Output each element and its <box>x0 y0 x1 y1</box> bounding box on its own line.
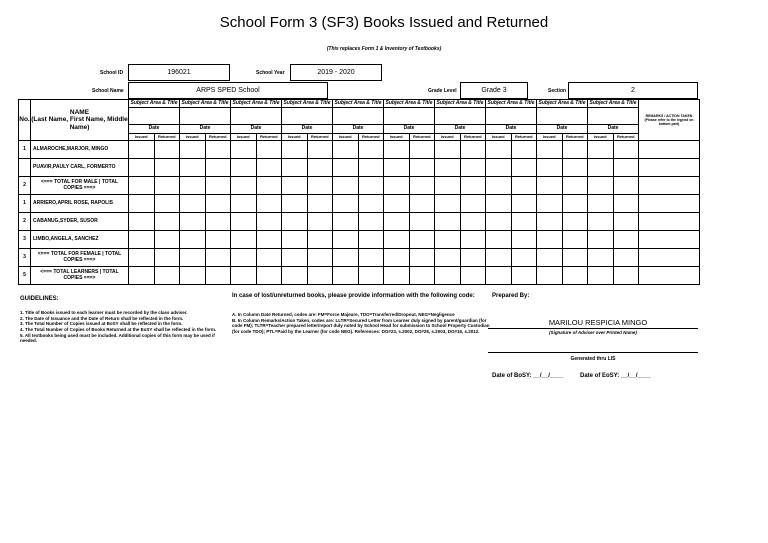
form-subtitle: (This replaces Form 1 & Inventory of Textbooks) <box>326 46 442 52</box>
guideline-item: 5. All textbooks being used must be included. Additional copies of this form may be used if needed. <box>20 332 215 344</box>
remarks-cell <box>639 249 700 267</box>
book-cell <box>409 267 435 285</box>
grade-level-label: Grade Level <box>428 88 457 94</box>
no-column-header: No. <box>19 100 31 141</box>
grade-level-field: Grade 3 <box>460 82 528 99</box>
book-cell <box>460 177 486 195</box>
book-cell <box>154 195 180 213</box>
learner-name: LIMBO,ANGELA, SANCHEZ <box>31 231 129 249</box>
book-cell <box>435 159 461 177</box>
row-number: 2 <box>19 213 31 231</box>
book-cell <box>180 231 206 249</box>
generated-line <box>488 352 698 353</box>
returned-header: Returned <box>154 134 180 141</box>
book-cell <box>154 267 180 285</box>
book-cell <box>282 213 308 231</box>
book-cell <box>588 249 614 267</box>
book-cell <box>588 141 614 159</box>
date-header: Date <box>282 125 333 134</box>
subject-title-cell <box>129 108 180 125</box>
learner-name: CABANUG,SYDER, SUSOR <box>31 213 129 231</box>
book-cell <box>358 249 384 267</box>
book-cell <box>613 177 639 195</box>
name-column-header: NAME (Last Name, First Name, Middle Name) <box>31 100 129 141</box>
book-cell <box>358 267 384 285</box>
book-cell <box>435 231 461 249</box>
book-cell <box>537 267 563 285</box>
book-cell <box>562 231 588 249</box>
book-cell <box>384 177 410 195</box>
date-header: Date <box>384 125 435 134</box>
book-cell <box>256 195 282 213</box>
book-cell <box>384 249 410 267</box>
book-cell <box>129 141 155 159</box>
book-cell <box>358 159 384 177</box>
returned-header: Returned <box>562 134 588 141</box>
signature-caption: (Signature of Adviser over Printed Name) <box>549 330 637 335</box>
returned-header: Returned <box>205 134 231 141</box>
row-number <box>19 159 31 177</box>
issued-header: Issued <box>231 134 257 141</box>
learner-row <box>19 231 700 249</box>
book-cell <box>129 177 155 195</box>
book-cell <box>409 249 435 267</box>
book-cell <box>409 231 435 249</box>
book-cell <box>562 177 588 195</box>
book-cell <box>282 267 308 285</box>
book-cell <box>307 267 333 285</box>
book-cell <box>384 195 410 213</box>
generated-label: Generated thru LIS <box>570 356 616 362</box>
book-cell <box>511 159 537 177</box>
book-cell <box>129 267 155 285</box>
section-field: 2 <box>568 82 698 99</box>
guidelines-title: GUIDELINES: <box>20 296 59 302</box>
book-cell <box>129 195 155 213</box>
returned-header: Returned <box>256 134 282 141</box>
learner-row <box>19 213 700 231</box>
book-cell <box>205 249 231 267</box>
book-cell <box>205 177 231 195</box>
book-cell <box>384 213 410 231</box>
section-label: Section <box>548 88 567 94</box>
subject-area-header: Subject Area & Title <box>282 100 333 108</box>
book-cell <box>231 267 257 285</box>
book-cell <box>460 231 486 249</box>
date-header: Date <box>588 125 639 134</box>
book-cell <box>460 213 486 231</box>
book-cell <box>486 159 512 177</box>
book-cell <box>129 213 155 231</box>
school-year-field: 2019 - 2020 <box>290 64 382 81</box>
remarks-cell <box>639 177 700 195</box>
guidelines-list <box>20 310 228 344</box>
book-cell <box>180 267 206 285</box>
books-table <box>18 99 700 285</box>
book-cell <box>384 231 410 249</box>
school-name-field: ARPS SPED School <box>128 82 328 99</box>
book-cell <box>435 141 461 159</box>
book-cell <box>486 141 512 159</box>
book-cell <box>180 195 206 213</box>
school-name-label: School Name <box>92 88 124 94</box>
book-cell <box>511 231 537 249</box>
book-cell <box>588 195 614 213</box>
total-label: <=== TOTAL LEARNERS | TOTAL COPIES ===> <box>31 267 129 285</box>
remarks-cell <box>639 141 700 159</box>
book-cell <box>282 249 308 267</box>
book-cell <box>486 231 512 249</box>
book-cell <box>588 267 614 285</box>
learner-name: ALMAROCHE,MARJOR, MINGO <box>31 141 129 159</box>
book-cell <box>460 249 486 267</box>
book-cell <box>460 141 486 159</box>
returned-header: Returned <box>409 134 435 141</box>
book-cell <box>384 267 410 285</box>
book-cell <box>154 231 180 249</box>
returned-header: Returned <box>358 134 384 141</box>
book-cell <box>486 213 512 231</box>
subject-area-header: Subject Area & Title <box>129 100 180 108</box>
learner-name: ARRIERO,APRIL ROSE, RAPOLIS <box>31 195 129 213</box>
book-cell <box>409 177 435 195</box>
subject-title-cell <box>180 108 231 125</box>
book-cell <box>231 195 257 213</box>
date-header: Date <box>231 125 282 134</box>
book-cell <box>486 195 512 213</box>
book-cell <box>180 249 206 267</box>
book-cell <box>613 159 639 177</box>
book-cell <box>180 159 206 177</box>
date-header: Date <box>537 125 588 134</box>
subject-title-cell <box>282 108 333 125</box>
lost-books-codes <box>232 312 494 335</box>
book-cell <box>307 231 333 249</box>
book-cell <box>537 159 563 177</box>
subject-title-cell <box>486 108 537 125</box>
subject-title-cell <box>384 108 435 125</box>
remarks-cell <box>639 267 700 285</box>
issued-header: Issued <box>180 134 206 141</box>
book-cell <box>333 141 359 159</box>
book-cell <box>537 195 563 213</box>
remarks-cell <box>639 231 700 249</box>
book-cell <box>562 159 588 177</box>
book-cell <box>588 177 614 195</box>
book-cell <box>256 159 282 177</box>
book-cell <box>460 267 486 285</box>
book-cell <box>358 213 384 231</box>
row-number: 1 <box>19 141 31 159</box>
book-cell <box>537 231 563 249</box>
book-cell <box>282 231 308 249</box>
book-cell <box>435 213 461 231</box>
book-cell <box>205 195 231 213</box>
book-cell <box>358 177 384 195</box>
book-cell <box>333 249 359 267</box>
date-eosy: Date of EoSY: __/__/____ <box>580 373 651 379</box>
book-cell <box>256 141 282 159</box>
book-cell <box>562 249 588 267</box>
adviser-name: MARILOU RESPICIA MINGO <box>548 318 648 327</box>
book-cell <box>613 141 639 159</box>
book-cell <box>409 213 435 231</box>
row-number: 1 <box>19 195 31 213</box>
school-id-field: 196021 <box>128 64 230 81</box>
issued-header: Issued <box>486 134 512 141</box>
total-label: <=== TOTAL FOR MALE | TOTAL COPIES ===> <box>31 177 129 195</box>
book-cell <box>307 177 333 195</box>
book-cell <box>562 267 588 285</box>
book-cell <box>307 159 333 177</box>
guideline-item: 2. The Date of Issuance and the Date of Return shall be reflected in the form. <box>20 315 184 321</box>
guideline-item: 4. The Total Number of Copies of Books Returned at the EoSY shall be reflected in the form. <box>20 326 217 332</box>
row-number: 3 <box>19 249 31 267</box>
book-cell <box>486 267 512 285</box>
book-cell <box>307 213 333 231</box>
book-cell <box>511 267 537 285</box>
book-cell <box>537 213 563 231</box>
returned-header: Returned <box>613 134 639 141</box>
learner-row <box>19 249 700 267</box>
remarks-column-header: REMARKS / ACTION TAKEN (Please refer to the legend on bottom part) <box>639 100 700 141</box>
book-cell <box>129 231 155 249</box>
book-cell <box>256 213 282 231</box>
book-cell <box>154 159 180 177</box>
date-header: Date <box>486 125 537 134</box>
book-cell <box>333 177 359 195</box>
book-cell <box>333 195 359 213</box>
book-cell <box>333 213 359 231</box>
guideline-item: 1. Title of Books issued to each learner must be recorded by the class adviser. <box>20 310 188 315</box>
book-cell <box>154 213 180 231</box>
book-cell <box>282 141 308 159</box>
book-cell <box>129 249 155 267</box>
remarks-cell <box>639 195 700 213</box>
book-cell <box>282 195 308 213</box>
book-cell <box>333 159 359 177</box>
subject-title-cell <box>435 108 486 125</box>
book-cell <box>180 177 206 195</box>
book-cell <box>154 177 180 195</box>
book-cell <box>307 249 333 267</box>
book-cell <box>511 177 537 195</box>
subject-area-header: Subject Area & Title <box>588 100 639 108</box>
book-cell <box>231 231 257 249</box>
book-cell <box>486 177 512 195</box>
book-cell <box>511 141 537 159</box>
issued-header: Issued <box>129 134 155 141</box>
book-cell <box>256 231 282 249</box>
learner-row <box>19 141 700 159</box>
issued-header: Issued <box>384 134 410 141</box>
row-number: 3 <box>19 231 31 249</box>
book-cell <box>205 231 231 249</box>
book-cell <box>231 177 257 195</box>
issued-header: Issued <box>333 134 359 141</box>
subject-area-header: Subject Area & Title <box>333 100 384 108</box>
date-header: Date <box>180 125 231 134</box>
lost-books-code-b: B. In Column Remarks/Action Taken, codes are: LLTR=Secured Letter from Learner duly signed by parent/guardian (for code FM); TLTR=Teacher prepared letter/report duly noted by School Head for submission to School Property Custodian (for code TDO); PTL=Paid by the Learner (for code NEG). References: DO#23, s.2002, DO#25, s.2003, DO#16, s.2012. <box>232 317 490 334</box>
learner-row <box>19 195 700 213</box>
book-cell <box>358 141 384 159</box>
book-cell <box>562 195 588 213</box>
book-cell <box>205 141 231 159</box>
issued-header: Issued <box>537 134 563 141</box>
book-cell <box>180 141 206 159</box>
book-cell <box>613 267 639 285</box>
book-cell <box>613 249 639 267</box>
book-cell <box>282 177 308 195</box>
book-cell <box>613 231 639 249</box>
remarks-cell <box>639 159 700 177</box>
book-cell <box>231 213 257 231</box>
book-cell <box>256 177 282 195</box>
book-cell <box>537 141 563 159</box>
returned-header: Returned <box>307 134 333 141</box>
book-cell <box>256 249 282 267</box>
issued-header: Issued <box>588 134 614 141</box>
returned-header: Returned <box>460 134 486 141</box>
school-id-label: School ID <box>100 70 124 76</box>
subject-title-cell <box>588 108 639 125</box>
book-cell <box>384 159 410 177</box>
book-cell <box>588 159 614 177</box>
book-cell <box>154 249 180 267</box>
book-cell <box>333 267 359 285</box>
date-bosy: Date of BoSY: __/__/____ <box>492 373 564 379</box>
book-cell <box>231 159 257 177</box>
learner-row <box>19 177 700 195</box>
book-cell <box>435 195 461 213</box>
book-cell <box>511 249 537 267</box>
book-cell <box>588 231 614 249</box>
lost-books-title: In case of lost/unreturned books, please provide information with the following code: <box>232 293 475 299</box>
subject-area-header: Subject Area & Title <box>384 100 435 108</box>
book-cell <box>409 195 435 213</box>
book-cell <box>358 231 384 249</box>
book-cell <box>613 195 639 213</box>
book-cell <box>409 159 435 177</box>
date-header: Date <box>129 125 180 134</box>
book-cell <box>511 213 537 231</box>
learner-name: PUAVIR,PAULY CARL, FORMERTO <box>31 159 129 177</box>
issued-header: Issued <box>435 134 461 141</box>
book-cell <box>307 141 333 159</box>
book-cell <box>562 141 588 159</box>
subject-area-header: Subject Area & Title <box>231 100 282 108</box>
form-title: School Form 3 (SF3) Books Issued and Returned <box>219 14 549 31</box>
book-cell <box>180 213 206 231</box>
book-cell <box>613 213 639 231</box>
book-cell <box>460 195 486 213</box>
book-cell <box>282 159 308 177</box>
row-number: 5 <box>19 267 31 285</box>
subject-title-cell <box>333 108 384 125</box>
row-number: 2 <box>19 177 31 195</box>
book-cell <box>435 267 461 285</box>
book-cell <box>588 213 614 231</box>
subject-area-header: Subject Area & Title <box>486 100 537 108</box>
book-cell <box>129 159 155 177</box>
subject-area-header: Subject Area & Title <box>180 100 231 108</box>
learner-row <box>19 159 700 177</box>
book-cell <box>486 249 512 267</box>
book-cell <box>333 231 359 249</box>
book-cell <box>231 249 257 267</box>
book-cell <box>205 213 231 231</box>
lost-books-code-a: A. In Column Date Returned, codes are: FM=Force Majeure, TDO=Transferred/Dropout, NEG=Negligence <box>232 312 455 317</box>
book-cell <box>154 141 180 159</box>
book-cell <box>307 195 333 213</box>
book-cell <box>435 177 461 195</box>
remarks-cell <box>639 213 700 231</box>
prepared-by-label: Prepared By: <box>492 293 530 299</box>
book-cell <box>562 213 588 231</box>
book-cell <box>384 141 410 159</box>
book-cell <box>256 267 282 285</box>
subject-title-cell <box>231 108 282 125</box>
book-cell <box>537 177 563 195</box>
book-cell <box>231 141 257 159</box>
subject-title-cell <box>537 108 588 125</box>
book-cell <box>460 159 486 177</box>
returned-header: Returned <box>511 134 537 141</box>
date-header: Date <box>333 125 384 134</box>
guideline-item: 3. The Total Number of Copies issued at BoSY shall be reflected in the form. <box>20 321 183 327</box>
subject-area-header: Subject Area & Title <box>435 100 486 108</box>
date-header: Date <box>435 125 486 134</box>
book-cell <box>537 249 563 267</box>
book-cell <box>205 159 231 177</box>
total-label: <=== TOTAL FOR FEMALE | TOTAL COPIES ===> <box>31 249 129 267</box>
book-cell <box>205 267 231 285</box>
subject-area-header: Subject Area & Title <box>537 100 588 108</box>
issued-header: Issued <box>282 134 308 141</box>
signature-line <box>488 328 698 329</box>
book-cell <box>435 249 461 267</box>
school-year-label: School Year <box>256 70 285 76</box>
learner-row <box>19 267 700 285</box>
book-cell <box>409 141 435 159</box>
book-cell <box>511 195 537 213</box>
book-cell <box>358 195 384 213</box>
